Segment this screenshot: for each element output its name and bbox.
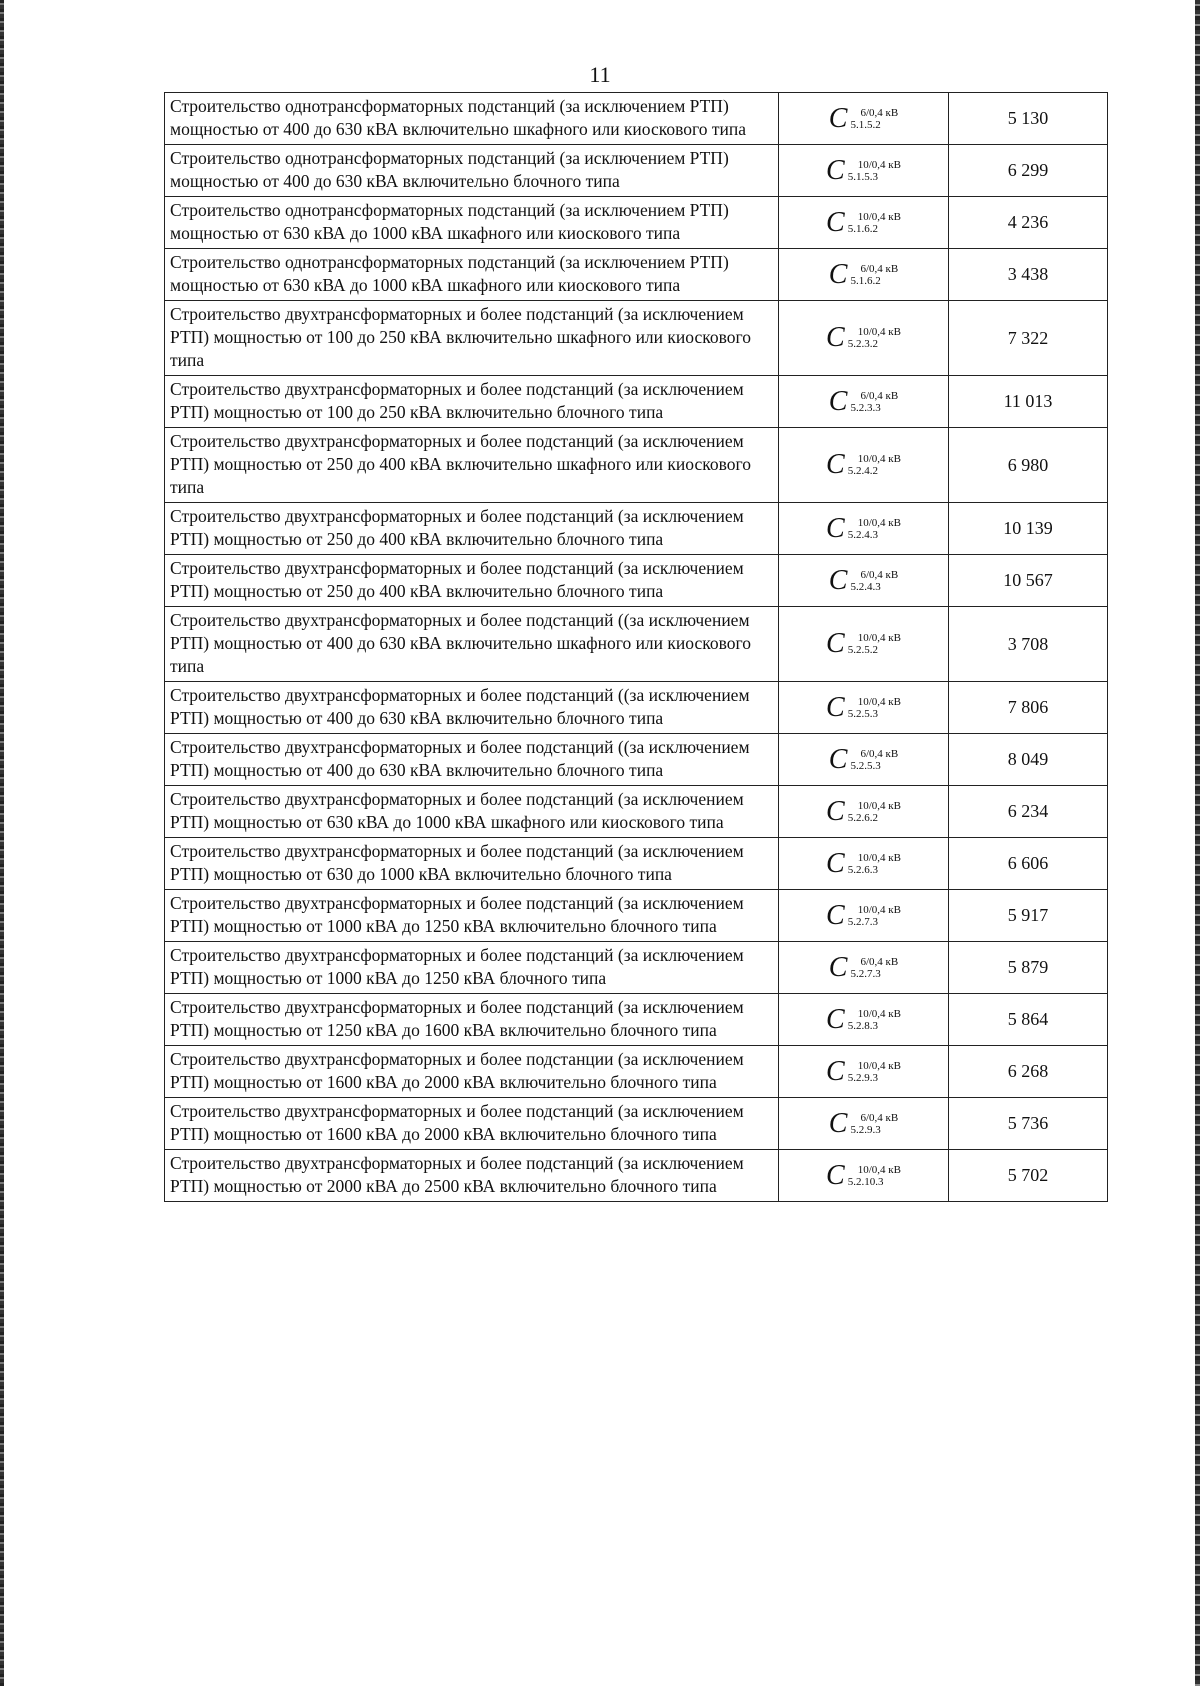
rate-code (826, 512, 901, 544)
rate-table-body (165, 93, 1108, 1202)
row-description: Строительство двухтрансформаторных и более подстанций ((за исключением РТП) мощностью от 400 до 630 кВА включительно блочного типа (165, 682, 779, 734)
rate-code-cell (779, 682, 949, 734)
rate-value: 6 299 (949, 145, 1108, 197)
table-row (165, 607, 1108, 682)
rate-value: 6 234 (949, 786, 1108, 838)
rate-symbol: C (828, 1107, 848, 1139)
table-row (165, 682, 1108, 734)
row-description: Строительство однотрансформаторных подстанций (за исключением РТП) мощностью от 400 до 630 кВА включительно шкафного или киоскового типа (165, 93, 779, 145)
row-description: Строительство двухтрансформаторных и более подстанций (за исключением РТП) мощностью от 250 до 400 кВА включительно блочного типа (165, 503, 779, 555)
rate-code-cell (779, 197, 949, 249)
table-row (165, 1098, 1108, 1150)
rate-symbol: C (828, 951, 848, 983)
row-description: Строительство двухтрансформаторных и более подстанций ((за исключением РТП) мощностью от 400 до 630 кВА включительно блочного типа (165, 734, 779, 786)
rate-value: 10 139 (949, 503, 1108, 555)
rate-section: 5.2.5.3 (847, 707, 878, 720)
rate-symbol: C (826, 1003, 845, 1035)
rate-code-cell (779, 1046, 949, 1098)
rate-section: 5.2.6.2 (847, 811, 878, 824)
rate-voltage: 10/0,4 кВ (857, 326, 901, 338)
rate-symbol: C (828, 258, 848, 290)
rate-indices (848, 1164, 901, 1188)
rate-voltage: 10/0,4 кВ (857, 903, 901, 916)
rate-code-cell (779, 607, 949, 682)
rate-section: 5.2.6.3 (847, 863, 878, 876)
table-row (165, 249, 1108, 301)
rate-indices (848, 159, 901, 183)
rate-indices (848, 326, 901, 350)
row-description: Строительство двухтрансформаторных и более подстанций (за исключением РТП) мощностью от 1000 кВА до 1250 кВА блочного типа (165, 942, 779, 994)
rate-indices (850, 569, 898, 593)
rate-code-cell (779, 1150, 949, 1202)
rate-symbol: C (826, 691, 845, 723)
rate-value: 5 864 (949, 994, 1108, 1046)
rate-section: 5.2.4.3 (847, 528, 878, 541)
rate-section: 5.2.7.3 (847, 915, 878, 928)
rate-voltage: 10/0,4 кВ (857, 695, 901, 708)
rate-section: 5.1.6.2 (850, 274, 881, 287)
rate-code (826, 691, 901, 723)
rate-symbol: C (826, 628, 845, 659)
rate-code-cell (779, 503, 949, 555)
table-row (165, 1150, 1108, 1202)
rate-indices (848, 517, 901, 541)
table-row (165, 428, 1108, 503)
rate-value: 6 606 (949, 838, 1108, 890)
rate-code (828, 743, 899, 775)
row-description: Строительство двухтрансформаторных и более подстанций (за исключением РТП) мощностью от 100 до 250 кВА включительно блочного типа (165, 376, 779, 428)
rate-indices (850, 107, 898, 131)
rate-code (828, 564, 899, 596)
rate-indices (848, 211, 901, 235)
table-row (165, 301, 1108, 376)
rate-symbol: C (828, 564, 848, 596)
rate-voltage: 10/0,4 кВ (857, 851, 901, 864)
rate-code-cell (779, 428, 949, 503)
rate-value: 5 130 (949, 93, 1108, 145)
rate-section: 5.1.5.3 (847, 170, 878, 183)
rate-code-cell (779, 786, 949, 838)
rate-code (826, 795, 901, 827)
rate-code (826, 847, 901, 879)
scan-edge-right (1195, 0, 1200, 1686)
rate-voltage: 10/0,4 кВ (857, 158, 901, 171)
row-description: Строительство двухтрансформаторных и более подстанций (за исключением РТП) мощностью от 100 до 250 кВА включительно шкафного или киоскового типа (165, 301, 779, 376)
rate-indices (850, 956, 898, 980)
rate-voltage: 10/0,4 кВ (857, 1007, 901, 1020)
rate-symbol: C (826, 206, 845, 238)
rate-code-cell (779, 145, 949, 197)
rate-value: 4 236 (949, 197, 1108, 249)
row-description: Строительство двухтрансформаторных и более подстанций (за исключением РТП) мощностью от 630 до 1000 кВА включительно блочного типа (165, 838, 779, 890)
rate-code-cell (779, 376, 949, 428)
row-description: Строительство двухтрансформаторных и более подстанций (за исключением РТП) мощностью от 630 кВА до 1000 кВА шкафного или киоскового типа (165, 786, 779, 838)
rate-symbol: C (828, 385, 848, 417)
rate-indices (850, 748, 898, 772)
rate-symbol: C (826, 154, 845, 186)
rate-voltage: 10/0,4 кВ (857, 1163, 901, 1176)
rate-value: 10 567 (949, 555, 1108, 607)
rate-code (826, 324, 901, 352)
rate-indices (848, 453, 901, 477)
rate-indices (850, 263, 898, 287)
table-row (165, 734, 1108, 786)
rate-value: 3 438 (949, 249, 1108, 301)
rate-section: 5.2.4.2 (847, 465, 878, 477)
rate-indices (848, 800, 901, 824)
rate-value: 6 268 (949, 1046, 1108, 1098)
rate-code (826, 1159, 901, 1191)
rate-code (828, 102, 899, 134)
rate-section: 5.2.9.3 (847, 1071, 878, 1084)
rate-code-cell (779, 301, 949, 376)
rate-section: 5.2.9.3 (850, 1123, 881, 1136)
rate-value: 8 049 (949, 734, 1108, 786)
rate-symbol: C (826, 322, 845, 353)
rate-section: 5.2.3.2 (847, 338, 878, 350)
rate-voltage: 6/0,4 кВ (860, 955, 899, 968)
rate-symbol: C (828, 102, 848, 134)
rate-code (826, 1003, 901, 1035)
rate-indices (848, 904, 901, 928)
row-description: Строительство двухтрансформаторных и более подстанций (за исключением РТП) мощностью от 1000 кВА до 1250 кВА включительно блочного типа (165, 890, 779, 942)
rate-code (826, 1055, 901, 1087)
rate-code (828, 258, 899, 290)
rate-voltage: 6/0,4 кВ (860, 568, 899, 581)
row-description: Строительство однотрансформаторных подстанций (за исключением РТП) мощностью от 400 до 630 кВА включительно блочного типа (165, 145, 779, 197)
rate-indices (848, 1060, 901, 1084)
table-row (165, 197, 1108, 249)
rate-voltage: 10/0,4 кВ (857, 516, 901, 529)
rate-voltage: 6/0,4 кВ (860, 106, 899, 119)
rate-symbol: C (826, 795, 845, 827)
rate-code-cell (779, 249, 949, 301)
rate-section: 5.1.5.2 (850, 118, 881, 131)
rate-symbol: C (826, 1055, 845, 1087)
rate-code (826, 154, 901, 186)
rate-code (826, 630, 901, 658)
rate-voltage: 6/0,4 кВ (860, 1111, 899, 1124)
table-row (165, 942, 1108, 994)
rate-code (826, 899, 901, 931)
rate-indices (848, 852, 901, 876)
rate-code-cell (779, 890, 949, 942)
rate-section: 5.2.10.3 (847, 1175, 884, 1188)
rate-symbol: C (826, 899, 845, 931)
rate-value: 7 806 (949, 682, 1108, 734)
rate-value: 7 322 (949, 301, 1108, 376)
table-row (165, 555, 1108, 607)
rate-voltage: 6/0,4 кВ (860, 389, 899, 402)
table-row (165, 994, 1108, 1046)
rate-section: 5.2.3.3 (850, 401, 881, 414)
rate-indices (848, 1008, 901, 1032)
rate-code (828, 385, 899, 417)
row-description: Строительство двухтрансформаторных и более подстанции (за исключением РТП) мощностью от 1600 кВА до 2000 кВА включительно блочного типа (165, 1046, 779, 1098)
rate-voltage: 10/0,4 кВ (857, 453, 901, 465)
rate-code (828, 1107, 899, 1139)
rate-voltage: 6/0,4 кВ (860, 747, 899, 760)
row-description: Строительство однотрансформаторных подстанций (за исключением РТП) мощностью от 630 кВА до 1000 кВА шкафного или киоскового типа (165, 249, 779, 301)
row-description: Строительство однотрансформаторных подстанций (за исключением РТП) мощностью от 630 кВА до 1000 кВА шкафного или киоскового типа (165, 197, 779, 249)
page-number: 11 (589, 62, 611, 87)
rate-value: 5 879 (949, 942, 1108, 994)
rate-indices (850, 390, 898, 414)
rate-value: 5 736 (949, 1098, 1108, 1150)
row-description: Строительство двухтрансформаторных и более подстанций (за исключением РТП) мощностью от 250 до 400 кВА включительно шкафного или киоскового типа (165, 428, 779, 503)
rate-code-cell (779, 1098, 949, 1150)
table-row (165, 786, 1108, 838)
rate-symbol: C (826, 847, 845, 879)
rate-code-cell (779, 555, 949, 607)
rate-code-cell (779, 838, 949, 890)
table-row (165, 503, 1108, 555)
rate-value: 5 917 (949, 890, 1108, 942)
rate-voltage: 10/0,4 кВ (857, 799, 901, 812)
rate-code (826, 451, 901, 479)
rate-voltage: 10/0,4 кВ (857, 210, 901, 223)
rate-indices (848, 696, 901, 720)
rate-voltage: 10/0,4 кВ (857, 632, 901, 644)
table-row (165, 1046, 1108, 1098)
scan-edge-left (0, 0, 4, 1686)
rate-value: 6 980 (949, 428, 1108, 503)
rate-section: 5.2.5.2 (847, 644, 878, 656)
rate-value: 3 708 (949, 607, 1108, 682)
table-row (165, 890, 1108, 942)
rate-code (826, 206, 901, 238)
table-row (165, 93, 1108, 145)
rate-table (164, 92, 1108, 1202)
rate-indices (850, 1112, 898, 1136)
rate-code-cell (779, 942, 949, 994)
rate-code-cell (779, 734, 949, 786)
row-description: Строительство двухтрансформаторных и более подстанций (за исключением РТП) мощностью от 2000 кВА до 2500 кВА включительно блочного типа (165, 1150, 779, 1202)
rate-section: 5.1.6.2 (847, 222, 878, 235)
rate-voltage: 10/0,4 кВ (857, 1059, 901, 1072)
table-row (165, 838, 1108, 890)
rate-symbol: C (826, 512, 845, 544)
rate-symbol: C (828, 743, 848, 775)
rate-section: 5.2.8.3 (847, 1019, 878, 1032)
rate-value: 5 702 (949, 1150, 1108, 1202)
rate-section: 5.2.4.3 (850, 580, 881, 593)
rate-indices (848, 632, 901, 656)
table-row (165, 145, 1108, 197)
rate-code-cell (779, 93, 949, 145)
rate-voltage: 6/0,4 кВ (860, 262, 899, 275)
rate-section: 5.2.7.3 (850, 967, 881, 980)
row-description: Строительство двухтрансформаторных и более подстанций ((за исключением РТП) мощностью от 400 до 630 кВА включительно шкафного или киоскового типа (165, 607, 779, 682)
rate-code-cell (779, 994, 949, 1046)
row-description: Строительство двухтрансформаторных и более подстанций (за исключением РТП) мощностью от 1250 кВА до 1600 кВА включительно блочного типа (165, 994, 779, 1046)
rate-symbol: C (826, 449, 845, 480)
row-description: Строительство двухтрансформаторных и более подстанций (за исключением РТП) мощностью от 250 до 400 кВА включительно блочного типа (165, 555, 779, 607)
rate-value: 11 013 (949, 376, 1108, 428)
row-description: Строительство двухтрансформаторных и более подстанций (за исключением РТП) мощностью от 1600 кВА до 2000 кВА включительно блочного типа (165, 1098, 779, 1150)
rate-section: 5.2.5.3 (850, 759, 881, 772)
table-row (165, 376, 1108, 428)
rate-symbol: C (826, 1159, 845, 1191)
rate-code (828, 951, 899, 983)
